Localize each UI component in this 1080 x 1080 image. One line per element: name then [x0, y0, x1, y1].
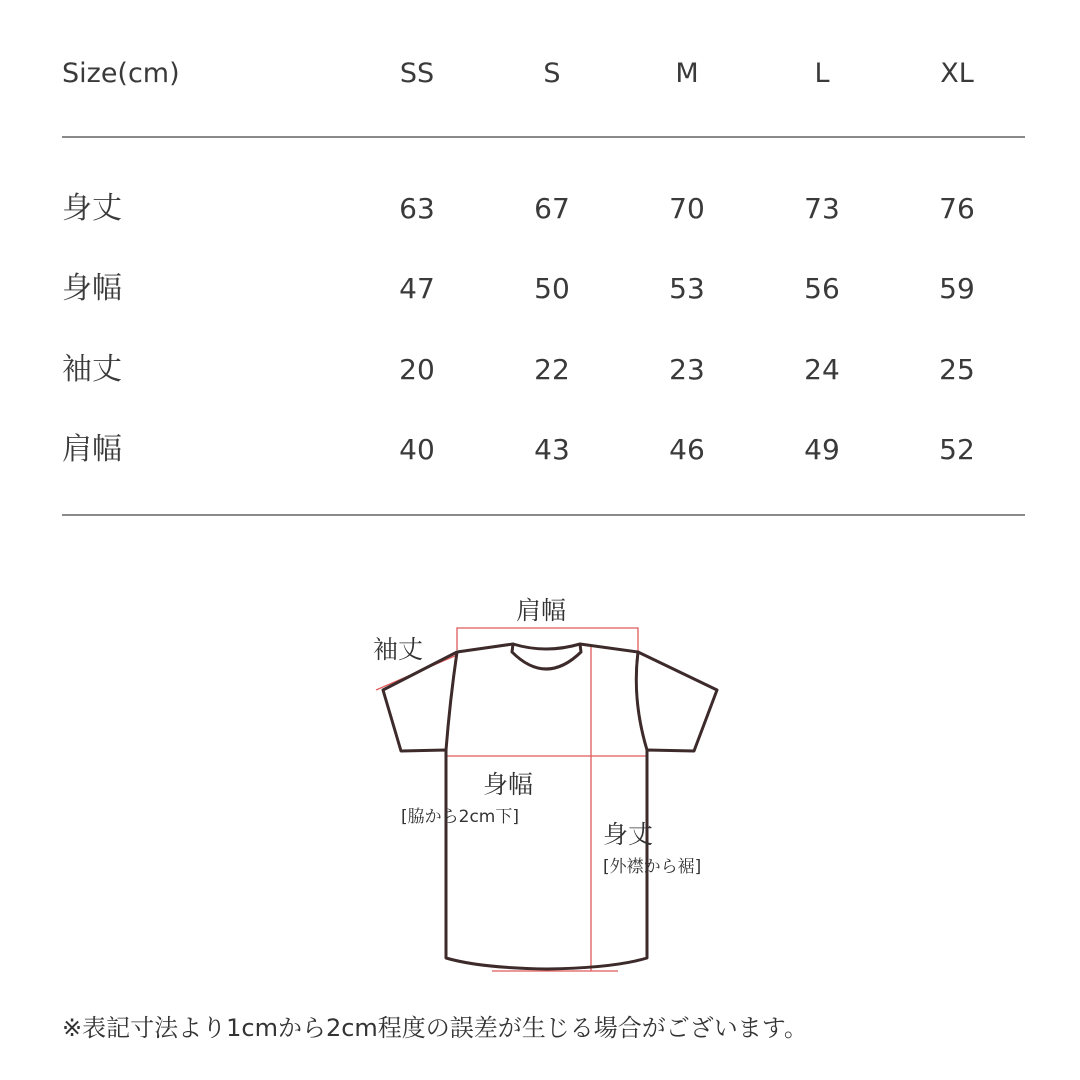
size-header-s: S [543, 58, 561, 89]
shoulder-width-guide [457, 628, 638, 655]
table-cell: 52 [939, 433, 975, 466]
size-header-m: M [675, 58, 699, 89]
table-cell: 70 [669, 192, 705, 225]
shoulder-width-label: 肩幅 [516, 596, 567, 625]
table-cell: 53 [669, 272, 705, 305]
table-cell: 56 [804, 272, 840, 305]
row-label: 肩幅 [62, 432, 122, 467]
table-cell: 73 [804, 192, 840, 225]
size-header-l: L [814, 58, 830, 89]
table-cell: 59 [939, 272, 975, 305]
table-cell: 47 [399, 272, 435, 305]
table-cell: 46 [669, 433, 705, 466]
table-cell: 22 [534, 353, 570, 386]
body-length-note: [外襟から裾] [603, 857, 702, 877]
table-cell: 23 [669, 353, 705, 386]
table-cell: 63 [399, 192, 435, 225]
tshirt-collar [512, 644, 581, 669]
row-label: 身幅 [62, 271, 122, 306]
table-cell: 43 [534, 433, 570, 466]
sleeve-length-label: 袖丈 [373, 635, 424, 664]
size-unit-label: Size(cm) [62, 58, 180, 89]
right-sleeve-seam [636, 652, 647, 750]
size-header-ss: SS [399, 58, 435, 89]
body-length-label: 身丈 [603, 820, 654, 849]
table-cell: 25 [939, 353, 975, 386]
left-sleeve-seam [446, 652, 457, 750]
body-width-label: 身幅 [483, 770, 534, 799]
table-cell: 40 [399, 433, 435, 466]
table-cell: 76 [939, 192, 975, 225]
table-cell: 50 [534, 272, 570, 305]
row-label: 袖丈 [62, 352, 122, 387]
body-width-note: [脇から2cm下] [401, 807, 519, 827]
table-cell: 20 [399, 353, 435, 386]
table-cell: 24 [804, 353, 840, 386]
table-cell: 67 [534, 192, 570, 225]
size-header-xl: XL [940, 58, 974, 89]
table-cell: 49 [804, 433, 840, 466]
measurement-disclaimer: ※表記寸法より1cmから2cm程度の誤差が生じる場合がございます。 [62, 1014, 808, 1042]
row-label: 身丈 [62, 191, 122, 226]
